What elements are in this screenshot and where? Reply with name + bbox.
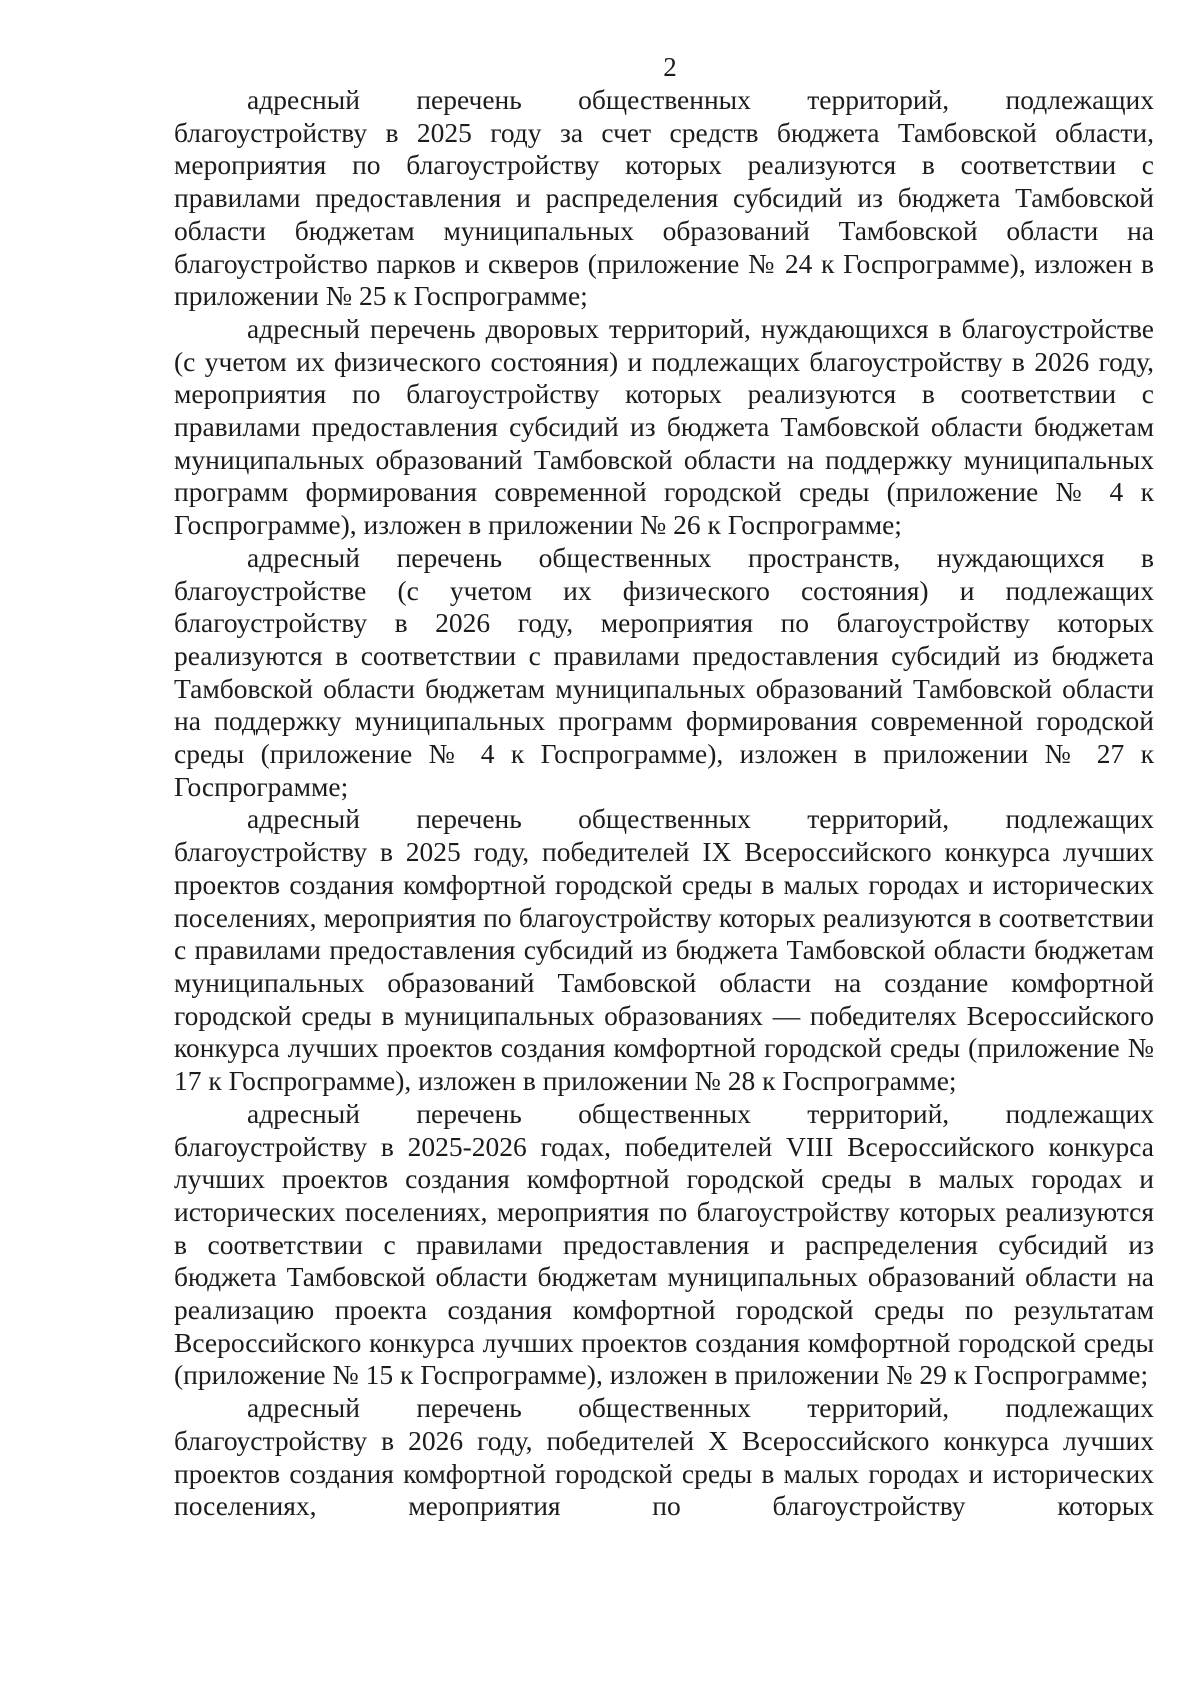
paragraph-address-list-contest-viii: адресный перечень общественных территорий, подлежащих благоустройству в 2025-2026 годах, победителей VIII Всероссийского конкурса лучших проектов создания комфортной городской среды в малых городах и исторических поселениях, мероприятия по благоустройству которых реализуются в соответствии с правилами предоставления и распределения субсидий из бюджета Тамбовской области бюджетам муниципальных образований области на реализацию проекта создания комфортной городской среды по результатам Всероссийского конкурса лучших проектов создания комфортной городской среды (приложение № 15 к Госпрограмме), изложен в приложении № 29 к Госпрограмме; xyxy=(174,1097,1154,1391)
paragraph-address-list-parks: адресный перечень общественных территорий, подлежащих благоустройству в 2025 году за счет средств бюджета Тамбовской области, мероприятия по благоустройству которых реализуются в соответствии с правилами предоставления и распределения субсидий из бюджета Тамбовской области бюджетам муниципальных образований Тамбовской области на благоустройство парков и скверов (приложение № 24 к Госпрограмме), изложен в приложении № 25 к Госпрограмме; xyxy=(174,84,1154,312)
paragraph-address-list-yards-2026: адресный перечень дворовых территорий, нуждающихся в благоустройстве (с учетом их физического состояния) и подлежащих благоустройству в 2026 году, мероприятия по благоустройству которых реализуются в соответствии с правилами предоставления субсидий из бюджета Тамбовской области бюджетам муниципальных образований Тамбовской области на поддержку муниципальных программ формирования современной городской среды (приложение № 4 к Госпрограмме), изложен в приложении № 26 к Госпрограмме; xyxy=(174,312,1154,541)
paragraph-address-list-contest-ix: адресный перечень общественных территорий, подлежащих благоустройству в 2025 году, победителей IX Всероссийского конкурса лучших проектов создания комфортной городской среды в малых городах и исторических поселениях, мероприятия по благоустройству которых реализуются в соответствии с правилами предоставления субсидий из бюджета Тамбовской области бюджетам муниципальных образований Тамбовской области на создание комфортной городской среды в муниципальных образованиях — победителях Всероссийского конкурса лучших проектов создания комфортной городской среды (приложение № 17 к Госпрограмме), изложен в приложении № 28 к Госпрограмме; xyxy=(174,803,1154,1097)
page-number: 2 xyxy=(663,52,677,82)
document-body xyxy=(174,84,1154,1523)
paragraph-address-list-contest-x: адресный перечень общественных территорий, подлежащих благоустройству в 2026 году, победителей X Всероссийского конкурса лучших проектов создания комфортной городской среды в малых городах и исторических поселениях, мероприятия по благоустройству которых xyxy=(174,1392,1154,1522)
paragraph-address-list-public-spaces-2026: адресный перечень общественных пространств, нуждающихся в благоустройстве (с учетом их физического состояния) и подлежащих благоустройству в 2026 году, мероприятия по благоустройству которых реализуются в соответствии с правилами предоставления субсидий из бюджета Тамбовской области бюджетам муниципальных образований Тамбовской области на поддержку муниципальных программ формирования современной городской среды (приложение № 4 к Госпрограмме), изложен в приложении № 27 к Госпрограмме; xyxy=(174,541,1154,802)
